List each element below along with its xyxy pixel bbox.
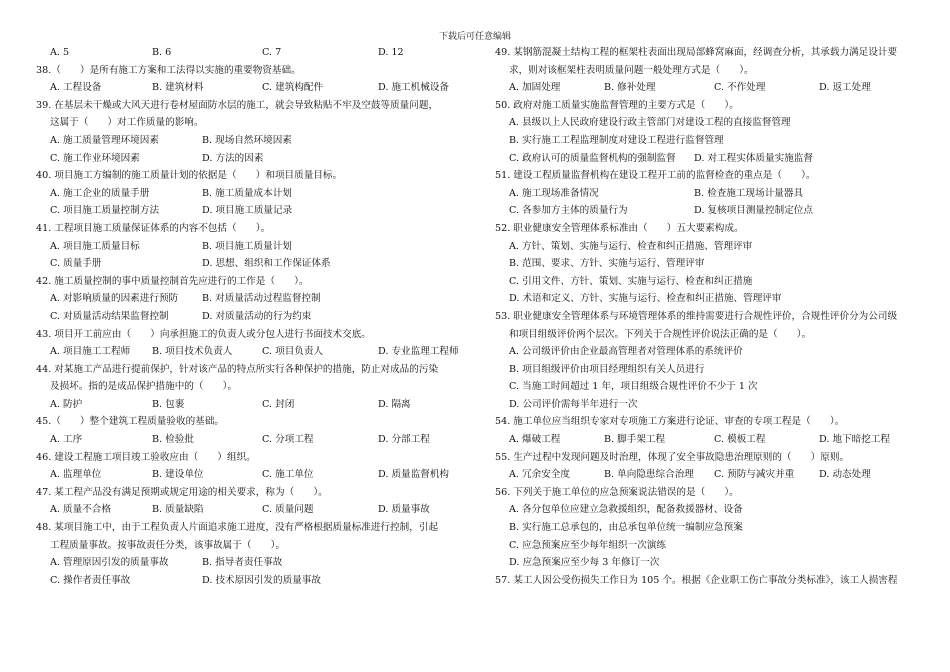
answer-option: C. 操作者责任事故 — [50, 574, 131, 586]
answer-option: A. 施工质量管理环境因素 — [50, 134, 159, 146]
option-row — [36, 47, 466, 65]
option-row — [36, 241, 466, 259]
option-row — [36, 346, 466, 364]
answer-option: A. 施工企业的质量手册 — [50, 187, 150, 199]
question-text: 51. 建设工程质量监督机构在建设工程开工前的监督检查的重点是（ ）。 — [495, 170, 816, 182]
answer-option: A. 项目施工工程师 — [50, 346, 131, 358]
question-text-line: C. 引用文件、方针、策划、实施与运行、检查和纠正措施 — [509, 275, 753, 287]
answer-option: D. 项目施工质量记录 — [202, 205, 293, 217]
answer-option: D. 质量监督机构 — [378, 469, 450, 481]
question-text-line: 工程质量事故。按事故责任分类，该事故属于（ ）。 — [50, 539, 286, 551]
option-row — [36, 153, 466, 171]
answer-option: A. 防护 — [50, 398, 83, 410]
question-text: 42. 施工质量控制的事中质量控制首先应进行的工作是（ ）。 — [36, 275, 309, 287]
question-text: 38.（ ）是所有施工方案和工法得以实施的重要物资基础。 — [36, 64, 301, 76]
option-row — [36, 205, 466, 223]
answer-option: B. 质量缺陷 — [152, 504, 204, 516]
option-row — [36, 557, 466, 575]
question-text: 48. 某项目施工中，由于工程负责人片面追求施工进度，没有严格根据质量标准进行控制，引起 — [36, 522, 439, 534]
answer-option: D. 隔离 — [378, 398, 411, 410]
answer-option: C. 模板工程 — [714, 434, 766, 446]
question-text-line: A. 公司级评价由企业最高管理者对管理体系的系统评价 — [509, 346, 743, 358]
answer-option: D. 施工机械设备 — [378, 82, 450, 94]
question-text-line: C. 应急预案应至少每年组织一次演练 — [509, 539, 667, 551]
option-row — [36, 311, 466, 329]
question-text: 54. 施工单位应当组织专家对专项施工方案进行论证、审查的专项工程是（ ）。 — [495, 416, 845, 428]
answer-option: C. 预防与减灾并重 — [714, 469, 795, 481]
question-text: 52. 职业健康安全管理体系标准由（ ）五大要素构成。 — [495, 222, 744, 234]
question-text: 53. 职业健康安全管理体系与环境管理体系的维持需要进行合规性评价，合规性评价分为公司级 — [495, 310, 898, 322]
answer-option: B. 施工质量成本计划 — [202, 187, 292, 199]
question-text-line: A. 方针、策划、实施与运行、检查和纠正措施、管理评审 — [509, 240, 753, 252]
answer-option: A. 工程设备 — [50, 82, 102, 94]
answer-option: C. 质量手册 — [50, 258, 102, 270]
question-text-line: B. 实行施工总承包的，由总承包单位统一编制应急预案 — [509, 522, 743, 534]
answer-option: B. 项目技术负责人 — [152, 346, 233, 358]
answer-option: D. 对质量活动的行为约束 — [202, 310, 312, 322]
option-row — [495, 434, 920, 452]
option-row — [36, 399, 466, 417]
question-text-line: 这属于（ ）对工作质量的影响。 — [50, 117, 204, 129]
answer-option: B. 脚手架工程 — [604, 434, 666, 446]
answer-option: D. 地下暗挖工程 — [819, 434, 891, 446]
answer-option: C. 7 — [262, 47, 282, 58]
option-row — [36, 293, 466, 311]
option-row — [495, 188, 920, 206]
question-text-line: B. 实行施工工程监理制度对建设工程进行监督管理 — [509, 134, 724, 146]
question-text: 49. 某钢筋混凝土结构工程的框架柱表面出现局部蜂窝麻面，经调查分析，其承载力满足设计要 — [495, 47, 898, 58]
answer-option: D. 技术原因引发的质量事故 — [202, 574, 321, 586]
answer-option: C. 各参加方主体的质量行为 — [509, 205, 628, 217]
page-header: 下载后可任意编辑 — [438, 32, 511, 42]
question-text: 43. 项目开工前应由（ ）向承担施工的负责人或分包人进行书面技术交底。 — [36, 328, 371, 340]
answer-option: A. 监理单位 — [50, 469, 102, 481]
question-text-line: B. 项目组级评价由项目经理组织有关人员进行 — [509, 363, 705, 375]
answer-option: C. 项目施工质量控制方法 — [50, 205, 160, 217]
answer-option: B. 检查施工现场计量器具 — [694, 187, 804, 199]
option-row — [36, 575, 466, 593]
answer-option: A. 项目施工质量目标 — [50, 240, 140, 252]
answer-option: A. 质量不合格 — [50, 504, 111, 516]
question-text-line: B. 范围、要求、方针、实施与运行、管理评审 — [509, 258, 705, 270]
option-row — [495, 153, 920, 171]
answer-option: C. 施工单位 — [262, 469, 314, 481]
answer-option: C. 分项工程 — [262, 434, 314, 446]
answer-option: D. 分部工程 — [378, 434, 430, 446]
question-text-line: D. 术语和定义、方针、实施与运行、检查和纠正措施、管理评审 — [509, 293, 782, 305]
answer-option: C. 质量问题 — [262, 504, 314, 516]
answer-option: C. 建筑构配件 — [262, 82, 324, 94]
answer-option: D. 12 — [378, 47, 404, 58]
right-column — [495, 47, 920, 592]
answer-option: B. 检验批 — [152, 434, 194, 446]
answer-option: D. 方法的因素 — [202, 152, 264, 164]
answer-option: A. 5 — [50, 47, 70, 58]
question-text: 44. 对某施工产品进行提前保护，针对该产品的特点所实行各种保护的措施，防止对成品的污染 — [36, 363, 439, 375]
answer-option: A. 工序 — [50, 434, 83, 446]
option-row — [36, 188, 466, 206]
question-text-line: D. 应急预案应至少每 3 年修订一次 — [509, 557, 660, 569]
answer-option: C. 封闭 — [262, 398, 295, 410]
answer-option: B. 单向隐患综合治理 — [604, 469, 694, 481]
answer-option: C. 项目负责人 — [262, 346, 324, 358]
answer-option: A. 冗余安全度 — [509, 469, 570, 481]
answer-option: D. 思想、组织和工作保证体系 — [202, 258, 331, 270]
left-column — [36, 47, 466, 592]
answer-option: C. 政府认可的质量监督机构的强制监督 — [509, 152, 676, 164]
answer-option: D. 复核项目测量控制定位点 — [694, 205, 813, 217]
question-text-line: A. 各分包单位应建立急救援组织，配备救援器材、设备 — [509, 504, 743, 516]
answer-option: A. 加固处理 — [509, 82, 561, 94]
question-text: 50. 政府对施工质量实施监督管理的主要方式是（ ）。 — [495, 99, 739, 111]
answer-option: A. 施工现场准备情况 — [509, 187, 599, 199]
answer-option: A. 爆破工程 — [509, 434, 561, 446]
answer-option: C. 不作处理 — [714, 82, 766, 94]
option-row — [36, 82, 466, 100]
question-text: 45.（ ）整个建筑工程质量验收的基础。 — [36, 416, 224, 428]
question-text: 39. 在基层未干燥或大风天进行卷材屋面防水层的施工，就会导致粘贴不牢及空鼓等质量问题， — [36, 99, 439, 111]
answer-option: B. 包裹 — [152, 398, 185, 410]
question-text: 57. 某工人因公受伤损失工作日为 105 个。根据《企业职工伤亡事故分类标准》，该工人损害程 — [495, 574, 898, 586]
answer-option: B. 指导者责任事故 — [202, 557, 283, 569]
option-row — [36, 434, 466, 452]
question-text-line: 及损坏。指的是成品保护措施中的（ ）。 — [50, 381, 238, 393]
option-row — [495, 82, 920, 100]
question-text-line: A. 县级以上人民政府建设行政主管部门对建设工程的直接监督管理 — [509, 117, 791, 129]
answer-option: A. 管理原因引发的质量事故 — [50, 557, 169, 569]
answer-option: B. 6 — [152, 47, 172, 58]
answer-option: B. 建筑材料 — [152, 82, 204, 94]
question-text: 41. 工程项目施工质量保证体系的内容不包括（ ）。 — [36, 222, 271, 234]
answer-option: B. 项目施工质量计划 — [202, 240, 292, 252]
answer-option: B. 对质量活动过程监督控制 — [202, 293, 321, 305]
question-text-line: C. 当施工时间超过 1 年，项目组级合规性评价不少于 1 次 — [509, 381, 758, 393]
option-row — [36, 258, 466, 276]
answer-option: B. 建设单位 — [152, 469, 204, 481]
answer-option: A. 对影响质量的因素进行预防 — [50, 293, 179, 305]
answer-option: D. 动态处理 — [819, 469, 871, 481]
answer-option: D. 质量事故 — [378, 504, 430, 516]
question-text: 40. 项目施工方编制的施工质量计划的依据是（ ）和项目质量目标。 — [36, 170, 343, 182]
answer-option: C. 施工作业环境因素 — [50, 152, 140, 164]
option-row — [495, 469, 920, 487]
option-row — [36, 135, 466, 153]
option-row — [495, 205, 920, 223]
question-text: 47. 某工程产品没有满足预期或规定用途的相关要求，称为（ ）。 — [36, 486, 328, 498]
question-text: 55. 生产过程中发现问题及时治理，体现了安全事故隐患治理原则的（ ）原则。 — [495, 451, 850, 463]
answer-option: C. 对质量活动结果监督控制 — [50, 310, 169, 322]
answer-option: B. 修补处理 — [604, 82, 656, 94]
question-text: 46. 建设工程施工项目竣工验收应由（ ）组织。 — [36, 451, 256, 463]
question-text-line: D. 公司评价需每半年进行一次 — [509, 398, 638, 410]
question-text: 56. 下列关于施工单位的应急预案说法错误的是（ ）。 — [495, 486, 739, 498]
option-row — [36, 469, 466, 487]
answer-option: D. 对工程实体质量实施监督 — [694, 152, 813, 164]
answer-option: D. 返工处理 — [819, 82, 871, 94]
question-text-line: 求，则对该框架柱表明质量问题一般处理方式是（ ）。 — [509, 64, 754, 76]
answer-option: B. 现场自然环境因素 — [202, 134, 292, 146]
option-row — [36, 504, 466, 522]
answer-option: D. 专业监理工程师 — [378, 346, 459, 358]
question-text-line: 和项目组级评价两个层次。下列关于合规性评价说法正确的是（ ）。 — [509, 328, 812, 340]
